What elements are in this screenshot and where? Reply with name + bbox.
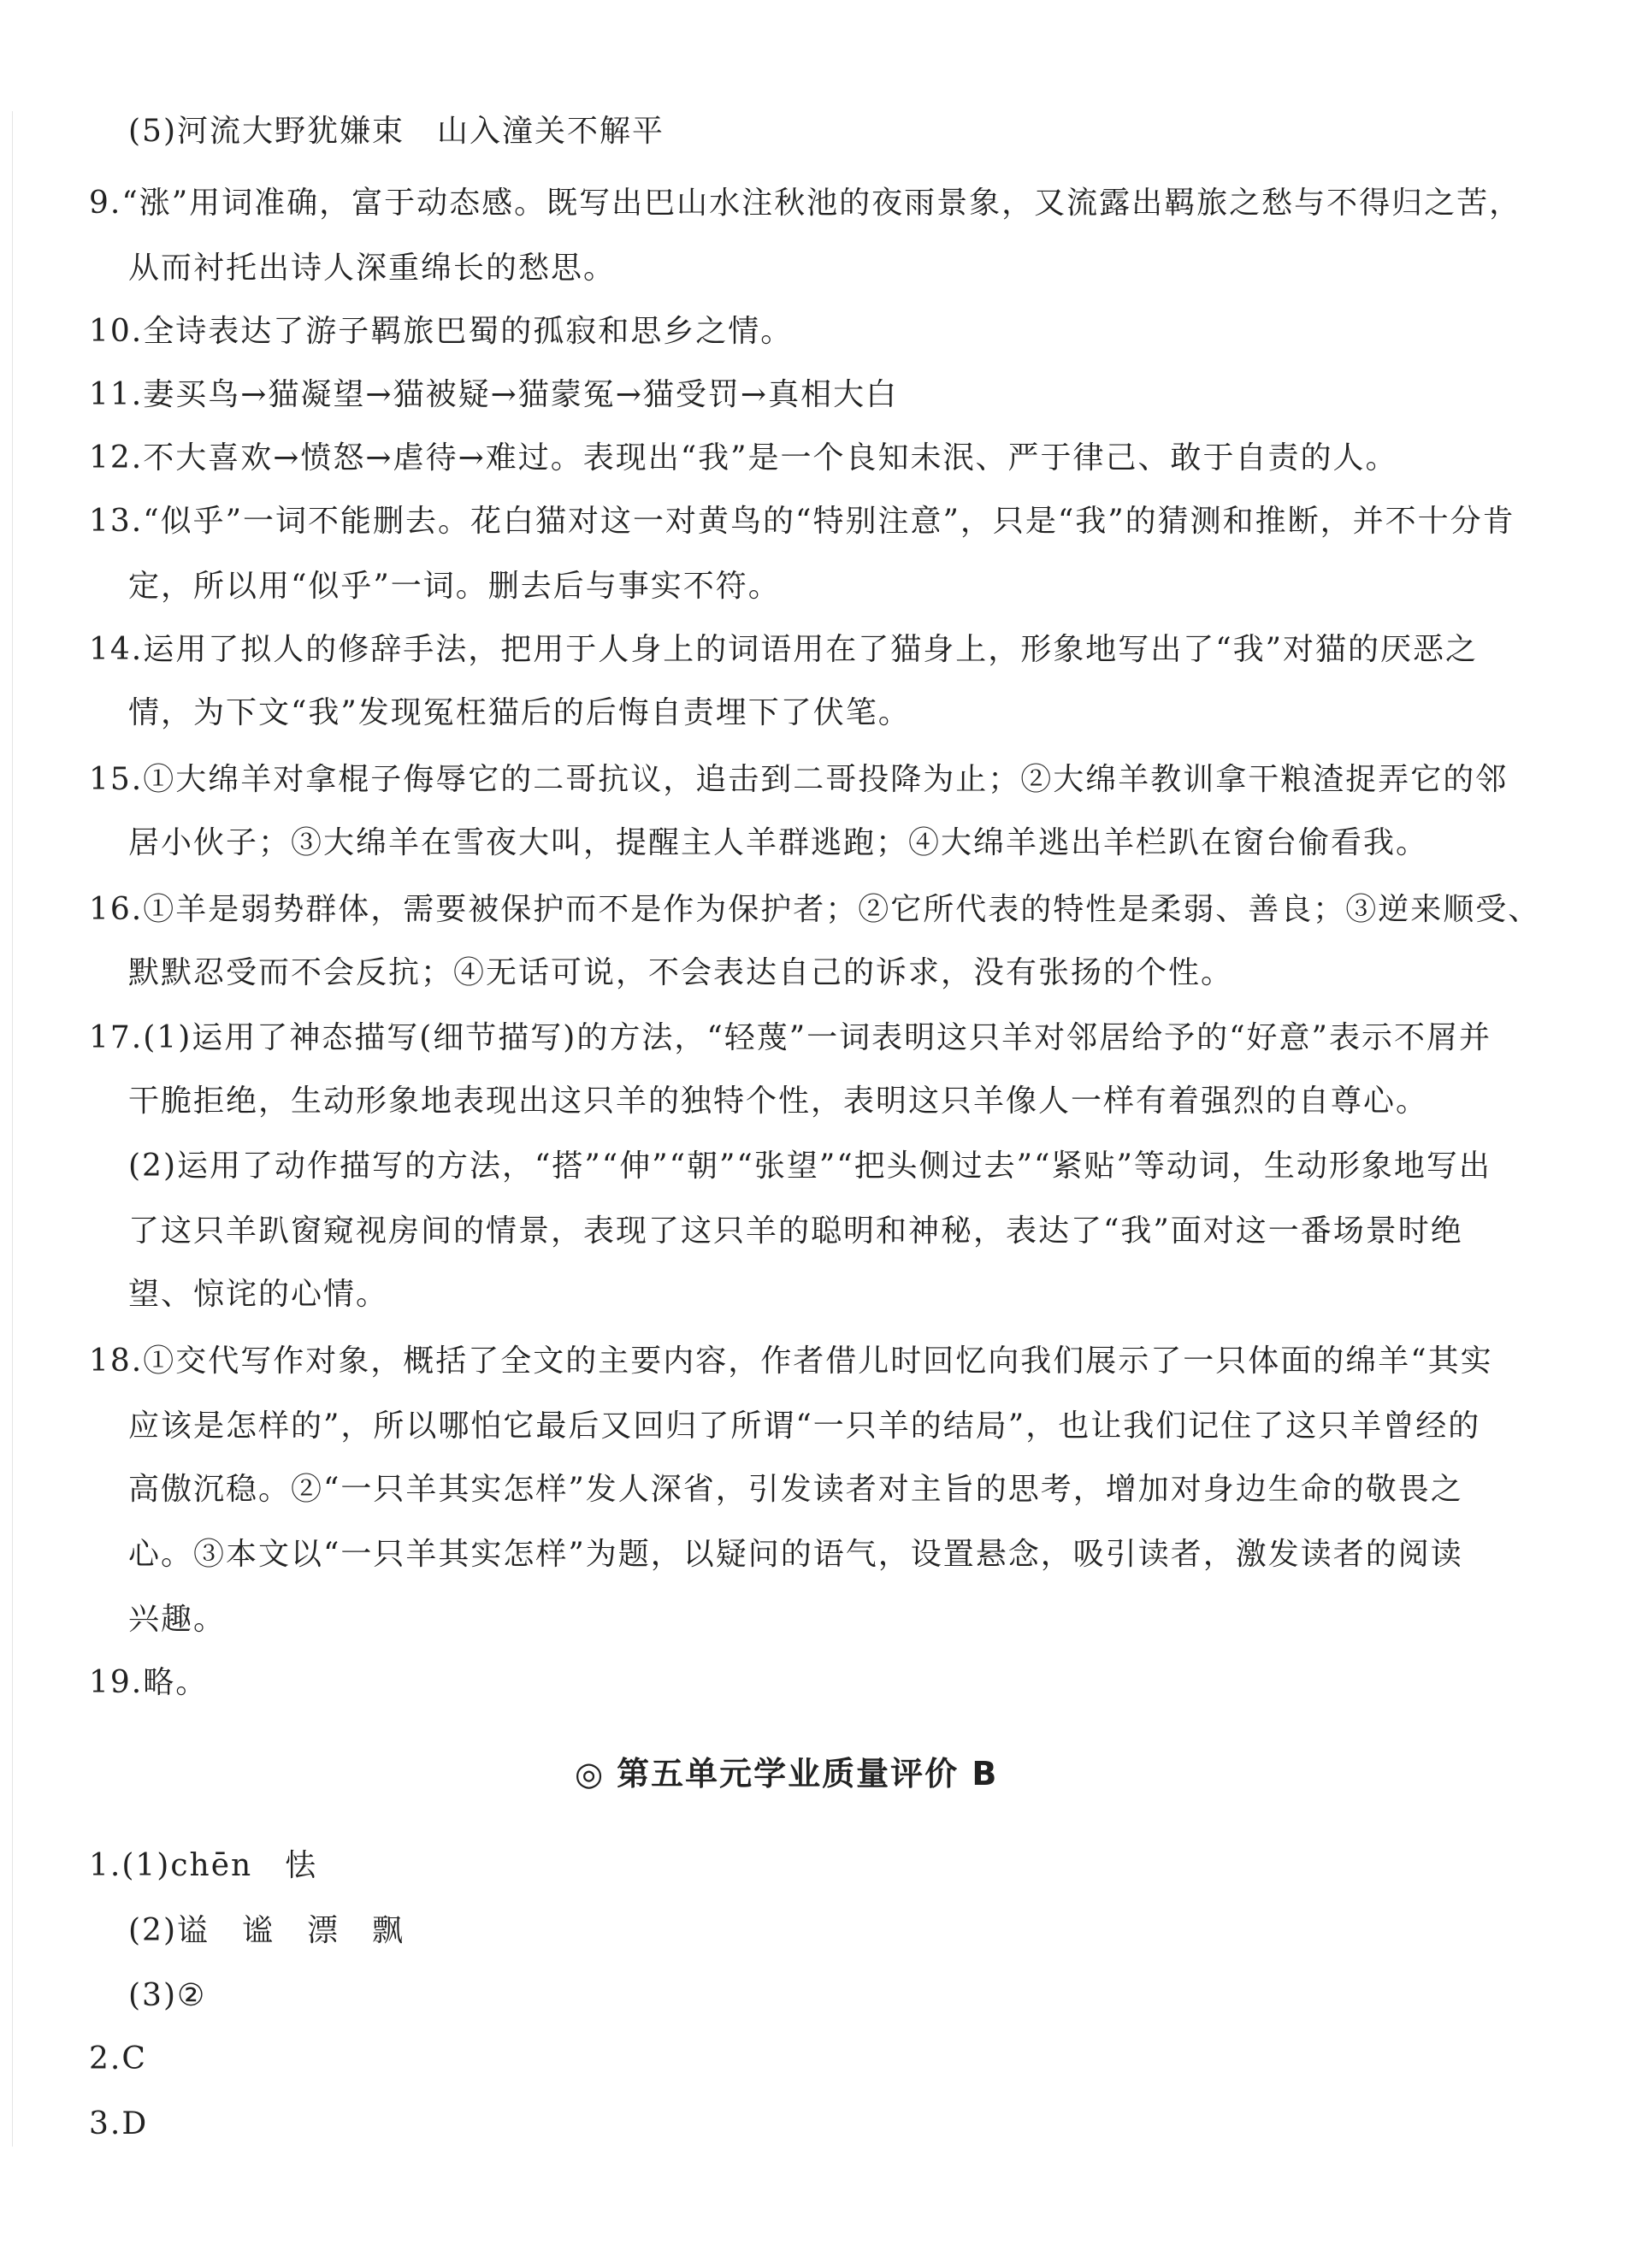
section-answer-1-2: (2)谥 谧 漂 飘 [128,1913,405,1948]
answer-q14-line1: 14.运用了拟人的修辞手法，把用于人身上的词语用在了猫身上，形象地写出了“我”对猫的厌恶之 [89,632,1479,667]
answer-q18-line2: 应该是怎样的”，所以哪怕它最后又回归了所谓“一只羊的结局”，也让我们记住了这只羊曾经的 [128,1409,1481,1444]
answer-q15-line1: 15.①大绵羊对拿棍子侮辱它的二哥抗议，追击到二哥投降为止；②大绵羊教训拿干粮渣捉弄它的邻 [89,762,1509,797]
section-title: 第五单元学业质量评价 B [617,1755,999,1793]
answer-q18-line5: 兴趣。 [128,1602,227,1637]
answer-q10: 10.全诗表达了游子羁旅巴蜀的孤寂和思乡之情。 [89,314,794,349]
answer-q16-line1: 16.①羊是弱势群体，需要被保护而不是作为保护者；②它所代表的特性是柔弱、善良；③逆来顺受、 [89,892,1541,927]
answer-q18-line1: 18.①交代写作对象，概括了全文的主要内容，作者借儿时回忆向我们展示了一只体面的绵羊“其实 [89,1344,1493,1379]
answer-q13-line1: 13.“似乎”一词不能删去。花白猫对这一对黄鸟的“特别注意”，只是“我”的猜测和推断，并不十分肯 [89,504,1515,539]
answer-q17-line4: 了这只羊趴窗窥视房间的情景，表现了这只羊的聪明和神秘，表达了“我”面对这一番场景时绝 [128,1214,1463,1249]
answer-q8-5: (5)河流大野犹嫌束 山入潼关不解平 [128,114,665,149]
answer-q11: 11.妻买鸟→猫凝望→猫被疑→猫蒙冤→猫受罚→真相大白 [89,377,899,412]
answer-q17-line3: (2)运用了动作描写的方法，“搭”“伸”“朝”“张望”“把头侧过去”“紧贴”等动词，生动形象地写出 [128,1149,1491,1184]
answer-q16-line2: 默默忍受而不会反抗；④无话可说，不会表达自己的诉求，没有张扬的个性。 [128,955,1234,990]
answer-q18-line4: 心。③本文以“一只羊其实怎样”为题，以疑问的语气，设置悬念，吸引读者，激发读者的阅读 [128,1537,1463,1572]
answer-q19: 19.略。 [89,1665,209,1700]
answer-q17-line2: 干脆拒绝，生动形象地表现出这只羊的独特个性，表明这只羊像人一样有着强烈的自尊心。 [128,1084,1429,1119]
answer-q17-line1: 17.(1)运用了神态描写(细节描写)的方法，“轻蔑”一词表明这只羊对邻居给予的“好意”表示不屑并 [89,1020,1491,1055]
answer-q12: 12.不大喜欢→愤怒→虐待→难过。表现出“我”是一个良知未泯、严于律己、敢于自责的人。 [89,440,1398,475]
answer-q9-line1: 9.“涨”用词准确，富于动态感。既写出巴山水注秋池的夜雨景象，又流露出羁旅之愁与不得归之苦， [89,186,1522,221]
section-answer-2: 2.C [89,2041,147,2076]
answer-q9-line2: 从而衬托出诗人深重绵长的愁思。 [128,251,617,286]
section-answer-1-1: 1.(1)chēn 怯 [89,1848,318,1883]
section-heading [575,1753,998,1794]
answer-q17-line5: 望、惊诧的心情。 [128,1277,389,1312]
scan-margin-line [12,111,13,2147]
section-mark: ◎ [575,1755,605,1793]
answer-q13-line2: 定，所以用“似乎”一词。删去后与事实不符。 [128,569,781,604]
section-answer-1-3: (3)② [128,1978,207,2013]
answer-q15-line2: 居小伙子；③大绵羊在雪夜大叫，提醒主人羊群逃跑；④大绵羊逃出羊栏趴在窗台偷看我。 [128,825,1429,860]
answer-q14-line2: 情，为下文“我”发现冤枉猫后的后悔自责埋下了伏笔。 [128,695,911,730]
section-answer-3: 3.D [89,2106,149,2141]
answer-q18-line3: 高傲沉稳。②“一只羊其实怎样”发人深省，引发读者对主旨的思考，增加对身边生命的敬畏之 [128,1472,1463,1507]
